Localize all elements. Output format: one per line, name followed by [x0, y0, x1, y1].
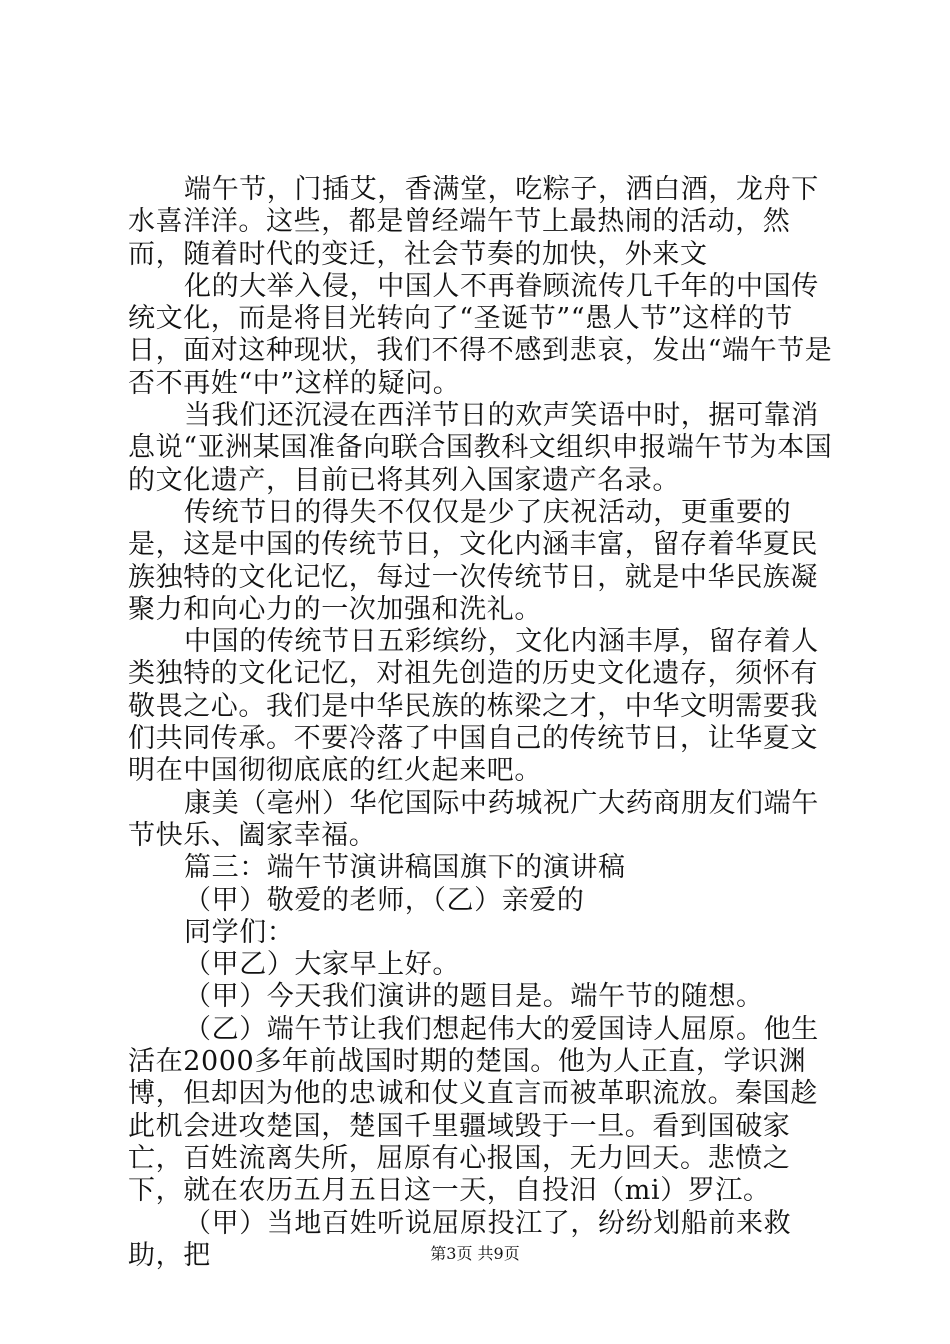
document-body	[128, 174, 836, 1272]
paragraph: （甲乙）大家早上好。	[184, 949, 460, 981]
paragraph: （甲）当地百姓听说屈原投江了，纷纷划船前来救助，把	[128, 1207, 792, 1271]
paragraph: 中国的传统节日五彩缤纷，文化内涵丰厚，留存着人类独特的文化记忆，对祖先创造的历史文化遗存，须怀有敬畏之心。我们是中华民族的栋梁之才，中华文明需要我们共同传承。不要冷落了中国自己的传统节日，让华夏文明在中国彻彻底底的红火起来吧。	[128, 626, 819, 787]
paragraph: （甲）敬爱的老师，（乙）亲爱的	[184, 884, 585, 916]
paragraph: 端午节，门插艾，香满堂，吃粽子，洒白酒，龙舟下水喜洋洋。这些，都是曾经端午节上最热闹的活动，然而，随着时代的变迁，社会节奏的加快，外来文	[128, 174, 819, 270]
paragraph: 传统节日的得失不仅仅是少了庆祝活动，更重要的是，这是中国的传统节日，文化内涵丰富，留存着华夏民族独特的文化记忆，每过一次传统节日，就是中华民族凝聚力和向心力的一次加强和洗礼。	[128, 496, 818, 625]
paragraph: （乙）端午节让我们想起伟大的爱国诗人屈原。他生活在2000多年前战国时期的楚国。他为人正直，学识渊博，但却因为他的忠诚和仗义直言而被革职流放。秦国趁此机会进攻楚国，楚国千里疆域毁于一旦。看到国破家亡，百姓流离失所，屈原有心报国，无力回天。悲愤之下，就在农历五月五日这一天，自投汨（mi）罗江。	[128, 1013, 819, 1207]
section-heading: 篇三：端午节演讲稿国旗下的演讲稿	[184, 852, 626, 884]
paragraph: （甲）今天我们演讲的题目是。端午节的随想。	[184, 981, 764, 1013]
paragraph: 康美（亳州）华佗国际中药城祝广大药商朋友们端午节快乐、阖家幸福。	[128, 787, 819, 851]
paragraph: 当我们还沉浸在西洋节日的欢声笑语中时，据可靠消息说“亚洲某国准备向联合国教科文组织申报端午节为本国的文化遗产，目前已将其列入国家遗产名录。	[128, 400, 833, 496]
paragraph: 化的大举入侵，中国人不再眷顾流传几千年的中国传统文化，而是将目光转向了“圣诞节”“愚人节”这样的节日，面对这种现状，我们不得不感到悲哀，发出“端午节是否不再姓“中”这样的疑问。	[128, 270, 833, 399]
paragraph: 同学们：	[184, 916, 295, 948]
page-number-footer: 第3页 共9页	[430, 1244, 520, 1263]
